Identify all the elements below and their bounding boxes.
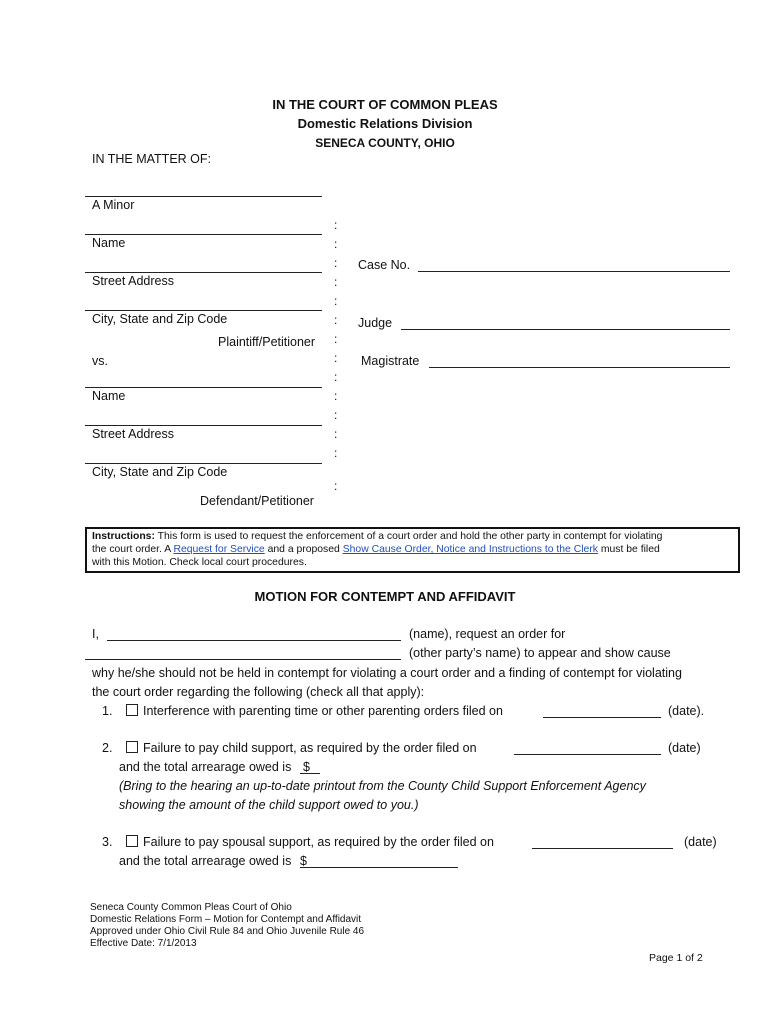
minor-name-line[interactable] [85,196,322,197]
item-3-arrearage-field[interactable] [300,867,458,868]
plaintiff-role-label: Plaintiff/Petitioner [218,335,316,349]
defendant-street-label: Street Address [92,427,174,441]
judge-field[interactable] [401,329,730,330]
caption-colon: : [334,446,338,460]
caption-colon: : [334,237,338,251]
item-2-date-field[interactable] [514,754,661,755]
instructions-text: This form is used to request the enforcement of a court order and hold the other party in contempt for violating [157,531,663,542]
instructions-text: the court order. A [92,544,171,555]
defendant-name-label: Name [92,389,126,403]
footer-line: Approved under Ohio Civil Rule 84 and Ohio Juvenile Rule 46 [90,926,365,937]
item-1-date-label: (date). [668,704,705,718]
item-2-checkbox[interactable] [126,741,138,753]
plaintiff-city-line[interactable] [85,310,322,311]
item-3-dollar: $ [300,854,307,868]
i-label: I, [92,627,99,641]
item-2-text: Failure to pay child support, as required by the order filed on [143,741,477,755]
instructions-text: must be filed [600,544,660,555]
item-1-date-field[interactable] [543,717,661,718]
item-2-dollar: $ [303,760,310,774]
item-3 [126,835,494,849]
footer-line: Seneca County Common Pleas Court of Ohio [90,902,292,913]
judge-label: Judge [358,316,393,330]
county-title: SENECA COUNTY, OHIO [315,136,455,150]
item-3-date-label: (date) [684,835,717,849]
footer-line: Effective Date: 7/1/2013 [90,938,197,949]
show-cause-order-link[interactable]: Show Cause Order, Notice and Instructions to the Clerk [342,544,598,555]
caption-colon: : [334,332,338,346]
caption-colon: : [334,351,338,365]
item-2-note: showing the amount of the child support owed to you.) [119,798,419,812]
item-2 [126,741,477,755]
caption-colon: : [334,408,338,422]
magistrate-field[interactable] [429,367,730,368]
caption-colon: : [334,275,338,289]
minor-label: A Minor [92,198,135,212]
caption-colon: : [334,427,338,441]
magistrate-label: Magistrate [361,354,420,368]
court-title: IN THE COURT OF COMMON PLEAS [272,97,498,112]
item-1-number: 1. [102,704,113,718]
caption-colon: : [334,218,338,232]
defendant-city-label: City, State and Zip Code [92,465,228,479]
caption-colon: : [334,294,338,308]
why-line: the court order regarding the following (check all that apply): [92,685,425,699]
why-line: why he/she should not be held in contempt for violating a court order and a finding of contempt for violating [92,666,682,680]
page-number: Page 1 of 2 [649,952,703,964]
matter-label: IN THE MATTER OF: [92,152,211,166]
item-1-text: Interference with parenting time or other parenting orders filed on [143,704,503,718]
item-3-text: Failure to pay spousal support, as required by the order filed on [143,835,494,849]
defendant-role-label: Defendant/Petitioner [200,494,314,508]
caption-colon: : [334,389,338,403]
plaintiff-name-label: Name [92,236,126,250]
item-3-number: 3. [102,835,113,849]
case-no-label: Case No. [358,258,411,272]
vs-label: vs. [92,354,108,368]
defendant-name-line[interactable] [85,387,322,388]
defendant-city-line[interactable] [85,463,322,464]
case-no-field[interactable] [418,271,730,272]
item-2-note: (Bring to the hearing an up-to-date printout from the County Child Support Enforcement Agency [119,779,646,793]
motion-title: MOTION FOR CONTEMPT AND AFFIDAVIT [254,589,516,604]
instructions-heading: Instructions: [92,531,155,542]
item-1-checkbox[interactable] [126,704,138,716]
plaintiff-name-line[interactable] [85,234,322,235]
caption-colon: : [334,479,338,493]
request-for-service-link[interactable]: Request for Service [173,544,265,555]
item-3-date-field[interactable] [532,848,673,849]
instructions-text: with this Motion. Check local court procedures. [92,557,307,568]
caption-colon: : [334,256,338,270]
plaintiff-street-line[interactable] [85,272,322,273]
item-1 [126,704,503,718]
item-2-arrearage-field[interactable] [300,773,320,774]
item-2-date-label: (date) [668,741,701,755]
name-suffix: (name), request an order for [409,627,566,641]
other-party-name-field[interactable] [85,659,401,660]
footer-line: Domestic Relations Form – Motion for Contempt and Affidavit [90,914,362,925]
instructions-box [85,527,740,573]
other-party-suffix: (other party’s name) to appear and show cause [409,646,671,660]
instructions-text: and a proposed [267,544,340,555]
caption-colon: : [334,313,338,327]
defendant-street-line[interactable] [85,425,322,426]
caption-colon: : [334,370,338,384]
movant-name-field[interactable] [107,640,401,641]
item-2-arrearage-label: and the total arrearage owed is [119,760,292,774]
division-title: Domestic Relations Division [297,116,473,131]
plaintiff-city-label: City, State and Zip Code [92,312,228,326]
item-3-arrearage-label: and the total arrearage owed is [119,854,292,868]
item-3-checkbox[interactable] [126,835,138,847]
plaintiff-street-label: Street Address [92,274,174,288]
item-2-number: 2. [102,741,113,755]
